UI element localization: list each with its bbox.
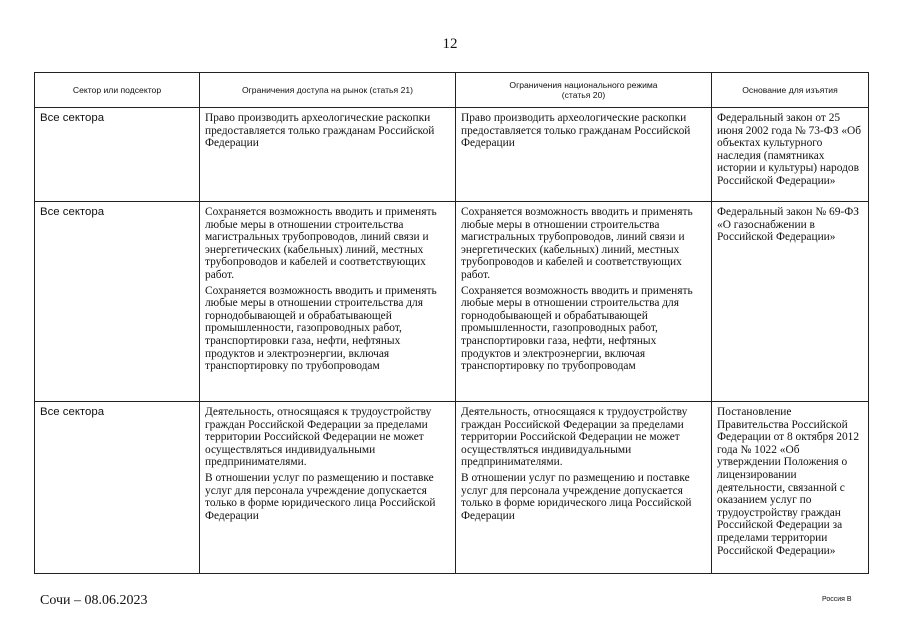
cell-paragraph: Сохраняется возможность вводить и применять любые меры в отношении строительства для горнодобывающей и обрабатывающей промышленности, газопроводных работ, транспортировки газа, нефти, нефтяных продуктов и электроэнергии, включая транспортировку по трубопроводам — [461, 284, 693, 373]
header-national-regime-line1: Ограничения национального режима — [509, 80, 658, 90]
cell-basis: Федеральный закон от 25 июня 2002 года № 73-ФЗ «Об объектах культурного наследия (памятниках истории и культуры) народов Российской Федерации» — [712, 108, 869, 202]
cell-paragraph: Право производить археологические раскопки предоставляется только гражданам Российской Федерации — [461, 112, 691, 150]
footer-country-mark: Россия В — [822, 596, 852, 603]
cell-paragraph: Деятельность, относящаяся к трудоустройству граждан Российской Федерации за пределами территории Российской Федерации не может осуществляться индивидуальными предпринимателями. — [461, 406, 688, 469]
cell-basis: Постановление Правительства Российской Федерации от 8 октября 2012 года № 1022 «Об утверждении Положения о лицензировании деятельности, связанной с оказанием услуг по трудоустройству граждан Российской Федерации за пределами территории Российской Федерации» — [712, 402, 869, 574]
cell-national-regime — [456, 202, 712, 402]
cell-paragraph: Право производить археологические раскопки предоставляется только гражданам Российской Федерации — [205, 112, 435, 150]
cell-paragraph: Сохраняется возможность вводить и применять любые меры в отношении строительства магистральных трубопроводов, линий связи и энергетических (кабельных) линий, местных трубопроводов и кабелей и соответствующих работ. — [461, 206, 693, 281]
cell-national-regime — [456, 108, 712, 202]
cell-paragraph: Сохраняется возможность вводить и применять любые меры в отношении строительства магистральных трубопроводов, линий связи и энергетических (кабельных) линий, местных трубопроводов и кабелей и соответствующих работ. — [205, 206, 437, 281]
page-number: 12 — [442, 36, 458, 52]
exemptions-table — [34, 72, 869, 574]
cell-paragraph: В отношении услуг по размещению и поставке услуг для персонала учреждение допускается только в форме юридического лица Российской Федерации — [205, 471, 436, 522]
cell-basis: Федеральный закон № 69-ФЗ «О газоснабжении в Российской Федерации» — [712, 202, 869, 402]
cell-paragraph: В отношении услуг по размещению и поставке услуг для персонала учреждение допускается только в форме юридического лица Российской Федерации — [461, 471, 692, 522]
cell-market-access — [200, 402, 456, 574]
header-national-regime — [456, 73, 712, 108]
table-row — [35, 108, 869, 202]
cell-paragraph: Деятельность, относящаяся к трудоустройству граждан Российской Федерации за пределами территории Российской Федерации не может осуществляться индивидуальными предпринимателями. — [205, 406, 432, 469]
cell-market-access — [200, 108, 456, 202]
cell-sector: Все сектора — [35, 108, 200, 202]
header-national-regime-line2: (статья 20) — [561, 90, 606, 100]
cell-sector: Все сектора — [35, 402, 200, 574]
header-market-access: Ограничения доступа на рынок (статья 21) — [200, 73, 456, 108]
cell-sector: Все сектора — [35, 202, 200, 402]
footer-place-date: Сочи – 08.06.2023 — [40, 593, 148, 608]
cell-national-regime — [456, 402, 712, 574]
header-sector: Сектор или подсектор — [35, 73, 200, 108]
table-row — [35, 202, 869, 402]
cell-paragraph: Сохраняется возможность вводить и применять любые меры в отношении строительства для горнодобывающей и обрабатывающей промышленности, газопроводных работ, транспортировки газа, нефти, нефтяных продуктов и электроэнергии, включая транспортировку по трубопроводам — [205, 284, 437, 373]
table-header-row — [35, 73, 869, 108]
header-basis: Основание для изъятия — [712, 73, 869, 108]
table-row — [35, 402, 869, 574]
cell-market-access — [200, 202, 456, 402]
